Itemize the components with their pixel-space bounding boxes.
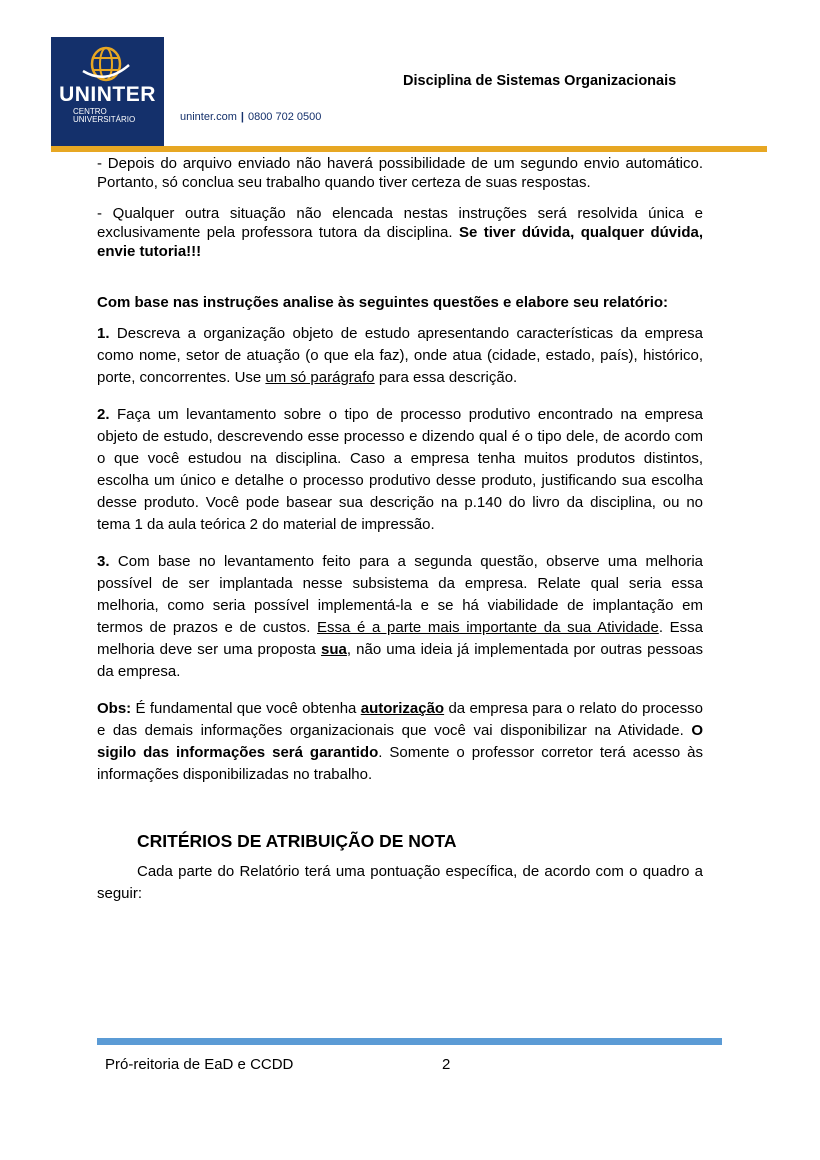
observation bbox=[97, 698, 703, 786]
site-url: uninter.com bbox=[180, 111, 237, 123]
question-text: Com base no levantamento feito para a segunda questão, observe uma melhoria possível de ser implantada nesse subsistema da empresa. Relate qual seria essa melhoria, como seria possível implementá-la e se há viabilidade de implantação em termos de prazos e de custos. bbox=[97, 553, 703, 636]
site-contact bbox=[180, 111, 321, 123]
logo-subtitle-1: CENTRO bbox=[73, 107, 107, 116]
footer-text: Pró-reitoria de EaD e CCDD bbox=[105, 1056, 294, 1073]
question-number: 2. bbox=[97, 406, 110, 423]
question-2 bbox=[97, 404, 703, 536]
instruction-text: - Qualquer outra situação não elencada nestas instruções será resolvida única e exclusivamente pela professora tutora da disciplina. bbox=[97, 205, 703, 241]
page-number: 2 bbox=[442, 1056, 451, 1073]
footer-divider bbox=[97, 1038, 722, 1045]
question-text: , não uma ideia já implementada por outras pessoas da empresa. bbox=[97, 641, 703, 680]
instructions-intro: Com base nas instruções analise às seguintes questões e elabore seu relatório: bbox=[97, 294, 669, 311]
page-title: Disciplina de Sistemas Organizacionais bbox=[403, 73, 677, 89]
question-number: 1. bbox=[97, 325, 110, 342]
bold-underlined-text: autorização bbox=[360, 700, 445, 717]
question-text: para essa descrição. bbox=[374, 369, 518, 386]
uninter-logo bbox=[51, 37, 164, 146]
question-number: 3. bbox=[97, 553, 110, 570]
question-text: . Essa melhoria deve ser uma proposta bbox=[97, 619, 703, 658]
question-text: Faça um levantamento sobre o tipo de processo produtivo encontrado na empresa objeto de estudo, descrevendo esse processo e dizendo qual é o tipo dele, de acordo com o que você estudou na disciplina. Caso a empresa tenha muitos produtos distintos, escolha um único e detalhe o processo produtivo desse produto, justificando sua escolha desse produto. Você pode basear sua descrição na p.140 do livro da disciplina, ou no tema 1 da aula teórica 2 do material de impressão. bbox=[97, 406, 703, 533]
obs-label: Obs: bbox=[97, 700, 132, 717]
phone-number: 0800 702 0500 bbox=[247, 111, 322, 123]
question-1 bbox=[97, 323, 703, 389]
question-text: Descreva a organização objeto de estudo apresentando características da empresa como nome, setor de atuação (o que ela faz), onde atua (cidade, estado, país), histórico, porte, concorrentes. Use bbox=[97, 325, 703, 386]
instruction-paragraph-1: - Depois do arquivo enviado não haverá possibilidade de um segundo envio automático. Portanto, só conclua seu trabalho quando tiver certeza de suas respostas. bbox=[97, 155, 703, 191]
separator: | bbox=[240, 111, 244, 123]
obs-emphasis: O sigilo das informações será garantido bbox=[97, 722, 703, 761]
logo-subtitle-2: UNIVERSITÁRIO bbox=[73, 115, 136, 124]
instruction-paragraph-2 bbox=[97, 204, 703, 261]
criteria-paragraph: Cada parte do Relatório terá uma pontuação específica, de acordo com o quadro a seguir: bbox=[97, 863, 703, 902]
question-3 bbox=[97, 551, 703, 683]
underlined-text: um só parágrafo bbox=[265, 369, 375, 386]
logo-name: UNINTER bbox=[59, 83, 156, 106]
header-divider bbox=[51, 146, 767, 152]
section-heading: CRITÉRIOS DE ATRIBUIÇÃO DE NOTA bbox=[137, 831, 457, 851]
globe-icon bbox=[81, 45, 131, 83]
instruction-emphasis: Se tiver dúvida, qualquer dúvida, envie tutoria!!! bbox=[97, 224, 703, 260]
document-body bbox=[97, 154, 703, 905]
obs-text: É fundamental que você obtenha bbox=[131, 700, 361, 717]
underlined-text: Essa é a parte mais importante da sua Atividade bbox=[317, 619, 659, 636]
obs-text: da empresa para o relato do processo e das demais informações organizacionais que você vai disponibilizar na Atividade. bbox=[97, 700, 703, 739]
obs-text: . Somente o professor corretor terá acesso às informações disponibilizadas no trabalho. bbox=[97, 744, 703, 783]
bold-underlined-text: sua bbox=[321, 641, 347, 658]
